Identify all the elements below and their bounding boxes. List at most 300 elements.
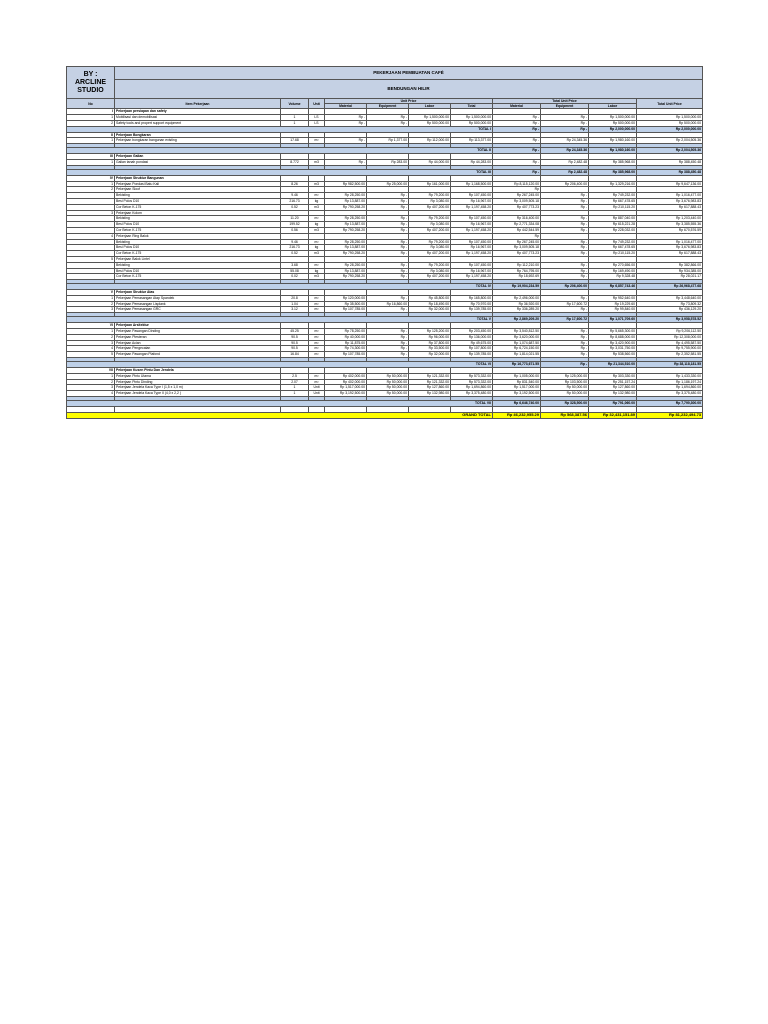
col-header-total-labor: Labor [589, 104, 637, 109]
total-unit-price: Rp 7,790,300.00 [637, 401, 703, 407]
unit-price-total: Rp 16,967.00 [451, 268, 493, 274]
total-equipment: Rp 2,482.48 [541, 159, 589, 165]
total-equipment: Rp 24,345.36 [541, 138, 589, 144]
total-unit-price: Rp 1,016,477.00 [637, 193, 703, 199]
total-material: Rp - [493, 159, 541, 165]
grand-total-row [67, 412, 703, 418]
total-labor: Rp 8,688,000.00 [589, 334, 637, 340]
unit-price-total: Rp 16,967.00 [451, 198, 493, 204]
item-name: Pekerjaan Pintu Utama [115, 373, 281, 379]
unit-price-labor: Rp 1,500,000.00 [409, 115, 451, 121]
item-name: Pekerjaan Pintu Dinding [115, 379, 281, 385]
total-equipment: Rp 17,600.72 [541, 317, 589, 323]
total-equipment: Rp 24,345.36 [541, 148, 589, 154]
total-material: Rp - [493, 169, 541, 175]
item-volume: 1 [281, 115, 309, 121]
unit-price-material: Rp 1,517,000.00 [325, 385, 367, 391]
item-unit: Unit [309, 385, 325, 391]
total-label: TOTAL IV [67, 284, 493, 290]
section-title: Pekerjaan Struktur Atas [115, 290, 281, 296]
col-header-no: No [67, 99, 115, 109]
total-unit-price: Rp 2,000,000.00 [637, 126, 703, 132]
item-number: 2 [67, 301, 115, 307]
total-labor: Rp 385,968.00 [589, 159, 637, 165]
unit-price-total: Rp 500,000.00 [451, 121, 493, 127]
total-labor: Rp 615,221.28 [589, 222, 637, 228]
col-header-total: Total [451, 104, 493, 109]
unit-price-equipment: Rp - [367, 295, 409, 301]
total-material: Rp 3,540,812.50 [493, 329, 541, 335]
total-material: Rp 3,009,505.18 [493, 245, 541, 251]
unit-price-labor: Rp 407,200.00 [409, 227, 451, 233]
total-material: Rp 2,869,209.20 [493, 317, 541, 323]
unit-price-equipment: Rp 16,860.00 [367, 301, 409, 307]
total-unit-price: Rp 73,809.32 [637, 301, 703, 307]
item-name: Pekerjaan Pemasangan Lisplank [115, 301, 281, 307]
total-equipment: Rp - [541, 262, 589, 268]
unit-price-equipment: Rp 50,000.00 [367, 391, 409, 397]
unit-price-material: Rp 28,250.00 [325, 262, 367, 268]
unit-price-total: Rp 139,785.00 [451, 307, 493, 313]
item-volume: 0.56 [281, 227, 309, 233]
section-title: Pekerjaan Kusen Pintu Dan Jendela [115, 368, 281, 374]
item-unit: m3 [309, 181, 325, 187]
item-unit: m² [309, 138, 325, 144]
total-unit-price: Rp 1,433,330.00 [637, 373, 703, 379]
total-equipment: Rp 125,000.00 [541, 373, 589, 379]
item-unit: m² [309, 307, 325, 313]
total-labor: Rp 19,229.60 [589, 301, 637, 307]
total-labor: Rp 1,500,000.00 [589, 115, 637, 121]
total-unit-price: Rp 9,647,136.00 [637, 181, 703, 187]
unit-price-material: Rp 11,875.00 [325, 340, 367, 346]
total-labor: Rp 9,328.48 [589, 274, 637, 280]
total-unit-price: Rp 9,206,112.50 [637, 329, 703, 335]
unit-price-labor: Rp 127,860.00 [409, 385, 451, 391]
total-unit-price: Rp 500,000.00 [637, 121, 703, 127]
total-unit-price: Rp 26,968,477.68 [637, 284, 703, 290]
unit-price-labor: Rp 32,000.00 [409, 352, 451, 358]
item-unit: m² [309, 193, 325, 199]
total-labor: Rp 749,232.00 [589, 193, 637, 199]
item-volume: 2.07 [281, 379, 309, 385]
unit-price-equipment: Rp 25,000.00 [367, 181, 409, 187]
unit-price-material: Rp 402,000.00 [325, 373, 367, 379]
item-name: Pekerjaan Pasangan Dinding [115, 329, 281, 335]
total-material: Rp 3,192,500.00 [493, 391, 541, 397]
total-equipment: Rp - [541, 121, 589, 127]
unit-price-equipment: Rp - [367, 340, 409, 346]
total-material: Rp 336,289.20 [493, 307, 541, 313]
total-equipment: Rp 2,482.48 [541, 169, 589, 175]
total-equipment: Rp 328,500.00 [541, 401, 589, 407]
total-unit-price: Rp 3,375,480.00 [637, 391, 703, 397]
total-label: TOTAL III [67, 169, 493, 175]
total-equipment: Rp - [541, 126, 589, 132]
item-unit: m² [309, 216, 325, 222]
unit-price-equipment: Rp - [367, 346, 409, 352]
total-labor: Rp 6,857,743.46 [589, 284, 637, 290]
item-name: Bekisting [115, 193, 281, 199]
unit-price-material: Rp 28,250.00 [325, 193, 367, 199]
total-labor: Rp 2,000,000.00 [589, 126, 637, 132]
total-unit-price: Rp 3,385,555.36 [637, 222, 703, 228]
unit-price-labor: Rp 18,490.00 [409, 301, 451, 307]
total-labor: Rp 1,329,216.00 [589, 181, 637, 187]
item-unit: m3 [309, 274, 325, 280]
item-unit: m² [309, 329, 325, 335]
total-labor: Rp 169,490.00 [589, 268, 637, 274]
item-number: 3 [67, 340, 115, 346]
col-header-item: Item Pekerjaan [115, 99, 281, 109]
unit-price-equipment: Rp - [367, 268, 409, 274]
item-unit: m² [309, 379, 325, 385]
item-unit: Unit [309, 391, 325, 397]
item-name: Pekerjaan Pondasi Batu Kali [115, 181, 281, 187]
item-volume: 8.772 [281, 159, 309, 165]
item-unit: m² [309, 301, 325, 307]
item-name: Pekerjaan Jendela Kaca Type II (4,0 x 2,2 ) [115, 391, 281, 397]
item-unit: m² [309, 262, 325, 268]
item-volume: 1 [281, 121, 309, 127]
item-name: Pekerjaan Ring Balok [115, 233, 281, 239]
col-header-unit: Unit [309, 99, 325, 109]
unit-price-total: Rp 573,332.00 [451, 373, 493, 379]
total-labor: Rp 791,060.00 [589, 401, 637, 407]
rab-spreadsheet [66, 66, 702, 419]
unit-price-material: Rp 107,785.00 [325, 352, 367, 358]
unit-price-total: Rp 70,970.00 [451, 301, 493, 307]
unit-price-labor: Rp 32,000.00 [409, 307, 451, 313]
section-number: VII [67, 368, 115, 374]
item-volume: 1.04 [281, 301, 309, 307]
item-name: Cor Beton K-175 [115, 274, 281, 280]
unit-price-equipment: Rp - [367, 245, 409, 251]
unit-price-material: Rp 78,250.00 [325, 329, 367, 335]
total-equipment: Rp - [541, 307, 589, 313]
unit-price-material: Rp 28,250.00 [325, 239, 367, 245]
unit-price-equipment: Rp - [367, 262, 409, 268]
total-unit-price: Rp 3,448,640.00 [637, 295, 703, 301]
section-title: Pekerjaan persiapan dan safety [115, 109, 281, 115]
total-unit-price: Rp 1,203,440.00 [637, 216, 703, 222]
total-material: Rp 442,544.59 [493, 227, 541, 233]
total-unit-price: Rp 2,004,505.36 [637, 138, 703, 144]
item-number: 1 [67, 115, 115, 121]
unit-price-labor: Rp 96,000.00 [409, 334, 451, 340]
total-labor: Rp 749,232.00 [589, 239, 637, 245]
unit-price-equipment: Rp - [367, 239, 409, 245]
unit-price-equipment: Rp - [367, 251, 409, 257]
item-name: Pekerjaan Acian [115, 340, 281, 346]
total-unit-price: Rp 3,676,983.83 [637, 245, 703, 251]
total-material: Rp 267,245.00 [493, 239, 541, 245]
total-material: Rp - [493, 148, 541, 154]
total-labor: Rp 3,420,900.00 [589, 340, 637, 346]
total-labor: Rp 251,157.24 [589, 379, 637, 385]
section-number: III [67, 154, 115, 160]
item-volume: 11.20 [281, 216, 309, 222]
unit-price-material: Rp 13,887.00 [325, 268, 367, 274]
item-name: Pekerjaan Pemasangan Atap Spandek [115, 295, 281, 301]
item-unit: m3 [309, 159, 325, 165]
total-material: Rp 19,904,234.59 [493, 284, 541, 290]
total-equipment: Rp - [541, 295, 589, 301]
unit-price-total: Rp 107,450.00 [451, 239, 493, 245]
total-labor: Rp 667,478.65 [589, 198, 637, 204]
total-unit-price: Rp 12,308,000.00 [637, 334, 703, 340]
col-header-total-material: Material [493, 104, 541, 109]
unit-price-material: Rp 40,000.00 [325, 334, 367, 340]
item-volume: 9.46 [281, 193, 309, 199]
unit-price-material: Rp 13,887.00 [325, 222, 367, 228]
unit-price-total: Rp 1,197,458.20 [451, 204, 493, 210]
unit-price-total: Rp 16,967.00 [451, 222, 493, 228]
total-equipment: Rp - [541, 340, 589, 346]
total-labor: Rp 132,980.00 [589, 391, 637, 397]
total-equipment: Rp - [541, 239, 589, 245]
unit-price-equipment: Rp 1,377.00 [367, 138, 409, 144]
total-label: TOTAL II [67, 148, 493, 154]
total-equipment: Rp 568,387.56 [541, 412, 589, 418]
unit-price-labor: Rp 33,500.00 [409, 346, 451, 352]
total-equipment: Rp 17,600.72 [541, 301, 589, 307]
item-name: Safety tools and propert support equipment [115, 121, 281, 127]
total-labor: Rp 667,478.65 [589, 245, 637, 251]
total-material: Rp 1,074,687.50 [493, 340, 541, 346]
item-number: 2 [67, 121, 115, 127]
unit-price-equipment: Rp - [367, 329, 409, 335]
section-title: Pekerjaan Galian [115, 154, 281, 160]
item-unit: m² [309, 340, 325, 346]
total-equipment: Rp - [541, 216, 589, 222]
item-number: 5 [67, 256, 115, 262]
total-equipment: Rp - [541, 115, 589, 121]
total-material: Rp 1,517,000.00 [493, 385, 541, 391]
total-equipment: Rp - [541, 352, 589, 358]
total-material: Rp 3,620,000.00 [493, 334, 541, 340]
col-header-total-equipment: Equipment [541, 104, 589, 109]
item-unit: m² [309, 373, 325, 379]
item-unit: m3 [309, 204, 325, 210]
item-name: Pekerjaan Plesteran [115, 334, 281, 340]
unit-price-equipment: Rp - [367, 227, 409, 233]
unit-price-total: Rp 1,197,458.20 [451, 227, 493, 233]
item-number: 1 [67, 181, 115, 187]
unit-price-material: Rp - [325, 138, 367, 144]
unit-price-labor: Rp 407,200.00 [409, 204, 451, 210]
unit-price-labor: Rp 121,332.00 [409, 373, 451, 379]
total-labor: Rp 952,640.00 [589, 295, 637, 301]
unit-price-material: Rp - [325, 121, 367, 127]
total-equipment: Rp - [541, 274, 589, 280]
total-unit-price: Rp 670,576.59 [637, 227, 703, 233]
item-volume: 8.26 [281, 181, 309, 187]
section-number: IV [67, 175, 115, 181]
unit-price-total: Rp 107,450.00 [451, 262, 493, 268]
total-unit-price: Rp 1,186,197.24 [637, 379, 703, 385]
unit-price-equipment: Rp 283.00 [367, 159, 409, 165]
item-name: Cor Beton K-175 [115, 204, 281, 210]
unit-price-material: Rp 3,192,500.00 [325, 391, 367, 397]
unit-price-material: Rp 28,250.00 [325, 216, 367, 222]
total-equipment: Rp - [541, 227, 589, 233]
item-unit: kg [309, 198, 325, 204]
unit-price-material: Rp 790,258.20 [325, 227, 367, 233]
total-equipment: Rp - [541, 193, 589, 199]
unit-price-labor: Rp 112,000.00 [409, 138, 451, 144]
item-name: Pekerjaan Pengecatan [115, 346, 281, 352]
unit-price-total: Rp 1,694,860.00 [451, 385, 493, 391]
project-title: PEKERJAAN PEMBUATAN CAFÉ [115, 67, 703, 80]
col-header-equipment: Equipment [367, 104, 409, 109]
item-number: 3 [67, 307, 115, 313]
total-unit-price: Rp 9,755,900.00 [637, 346, 703, 352]
total-labor: Rp 21,344,510.00 [589, 362, 637, 368]
item-volume: 216.73 [281, 245, 309, 251]
unit-price-total: Rp 44,283.00 [451, 159, 493, 165]
item-unit: m² [309, 239, 325, 245]
total-labor: Rp 1,980,160.00 [589, 138, 637, 144]
unit-price-material: Rp 982,500.00 [325, 181, 367, 187]
item-name: Mobilisasi dan demobilisasi [115, 115, 281, 121]
total-equipment: Rp - [541, 362, 589, 368]
unit-price-equipment: Rp - [367, 115, 409, 121]
total-material: Rp - [493, 138, 541, 144]
unit-price-material: Rp - [325, 115, 367, 121]
total-equipment: Rp - [541, 329, 589, 335]
col-header-total-unit-price: Total Unit Price [493, 99, 637, 104]
item-name: Besi Polos D10 [115, 198, 281, 204]
col-header-unit-price: Unit Price [325, 99, 493, 104]
unit-price-total: Rp 3,375,480.00 [451, 391, 493, 397]
total-material: Rp - [493, 126, 541, 132]
unit-price-total: Rp 1,168,500.00 [451, 181, 493, 187]
item-name: Pekerjaan Pasangan Plafond [115, 352, 281, 358]
item-number: 2 [67, 379, 115, 385]
total-material: Rp - [493, 121, 541, 127]
unit-price-labor: Rp 79,200.00 [409, 216, 451, 222]
total-unit-price: Rp 382,866.00 [637, 262, 703, 268]
item-name: Cor Beton K-175 [115, 251, 281, 257]
section-title: Pekerjaan Struktur Bangunan [115, 175, 281, 181]
budget-table [66, 66, 703, 419]
item-name: Cor Beton K-175 [115, 227, 281, 233]
item-unit: m3 [309, 227, 325, 233]
total-unit-price: Rp 617,888.43 [637, 251, 703, 257]
total-material: Rp 831,540.00 [493, 379, 541, 385]
total-unit-price: Rp 38,118,181.55 [637, 362, 703, 368]
total-labor: Rp 32,431,151.89 [589, 412, 637, 418]
total-material: Rp 1,814,021.55 [493, 352, 541, 358]
item-volume: 216.73 [281, 198, 309, 204]
total-label: TOTAL V [67, 317, 493, 323]
item-number: 4 [67, 391, 115, 397]
item-volume: 90.5 [281, 346, 309, 352]
item-name: Bekisting [115, 239, 281, 245]
total-equipment: Rp - [541, 334, 589, 340]
item-unit: m² [309, 346, 325, 352]
total-labor: Rp 303,330.00 [589, 373, 637, 379]
unit-price-total: Rp 1,500,000.00 [451, 115, 493, 121]
unit-price-equipment: Rp - [367, 193, 409, 199]
unit-price-material: Rp 13,887.00 [325, 245, 367, 251]
unit-price-equipment: Rp - [367, 216, 409, 222]
item-number: 1 [67, 295, 115, 301]
col-header-labor: Labor [409, 104, 451, 109]
total-labor: Rp 887,040.00 [589, 216, 637, 222]
total-material: Rp 6,646,740.00 [493, 401, 541, 407]
total-labor: Rp 127,860.00 [589, 385, 637, 391]
section-title: Pekerjaan Arsitektur [115, 323, 281, 329]
unit-price-equipment: Rp - [367, 352, 409, 358]
unit-price-total: Rp 1,197,458.20 [451, 251, 493, 257]
unit-price-material: Rp - [325, 159, 367, 165]
unit-price-material: Rp 402,000.00 [325, 379, 367, 385]
total-unit-price: Rp 1,016,477.00 [637, 239, 703, 245]
total-material: Rp 407,773.23 [493, 204, 541, 210]
total-equipment: Rp - [541, 198, 589, 204]
section-title: Pekerjaan Bongkaran [115, 132, 281, 138]
total-unit-price: Rp 4,495,587.50 [637, 340, 703, 346]
total-unit-price: Rp 617,888.43 [637, 204, 703, 210]
item-volume: 20.8 [281, 295, 309, 301]
item-number: 2 [67, 187, 115, 193]
unit-price-total: Rp 16,967.00 [451, 245, 493, 251]
item-volume: 3.12 [281, 307, 309, 313]
unit-price-total: Rp 49,675.00 [451, 340, 493, 346]
total-labor: Rp 270,656.00 [589, 262, 637, 268]
item-volume: 1 [281, 391, 309, 397]
item-volume: 90.5 [281, 340, 309, 346]
total-material: Rp 764,795.00 [493, 268, 541, 274]
unit-price-total: Rp 136,000.00 [451, 334, 493, 340]
total-material: Rp 8,115,120.00 [493, 181, 541, 187]
item-name: Pekerjaan Balok Lintel [115, 256, 281, 262]
item-unit: LS [309, 121, 325, 127]
total-equipment: Rp 103,500.00 [541, 379, 589, 385]
total-material: Rp 112,210.00 [493, 262, 541, 268]
unit-price-labor: Rp 121,332.00 [409, 379, 451, 385]
item-volume: 45.25 [281, 329, 309, 335]
company-brand: BY : ARCLINE STUDIO [67, 67, 115, 99]
item-name: Pekerjaan Sloof [115, 187, 281, 193]
item-unit: m² [309, 295, 325, 301]
total-unit-price: Rp 388,450.48 [637, 159, 703, 165]
total-unit-price: Rp 28,021.17 [637, 274, 703, 280]
item-number: 1 [67, 138, 115, 144]
unit-price-labor: Rp 3,080.00 [409, 198, 451, 204]
col-header-volume: Volume [281, 99, 309, 109]
unit-price-equipment: Rp - [367, 274, 409, 280]
unit-price-total: Rp 107,800.00 [451, 346, 493, 352]
total-material: Rp 46,232,955.29 [493, 412, 541, 418]
total-material: Rp 3,009,505.18 [493, 198, 541, 204]
unit-price-equipment: Rp 50,000.00 [367, 379, 409, 385]
unit-price-labor: Rp 79,200.00 [409, 262, 451, 268]
item-unit: m3 [309, 251, 325, 257]
unit-price-material: Rp 790,258.20 [325, 251, 367, 257]
total-labor: Rp 5,665,300.00 [589, 329, 637, 335]
item-name: Besi Polos D10 [115, 245, 281, 251]
project-location: BENDUNGAN HILIR [115, 80, 703, 99]
item-volume: 0.02 [281, 274, 309, 280]
total-equipment: Rp 206,400.00 [541, 181, 589, 187]
total-unit-price: Rp 1,500,000.00 [637, 115, 703, 121]
item-volume: 0.52 [281, 251, 309, 257]
item-unit: m² [309, 334, 325, 340]
total-labor: Rp 228,032.00 [589, 227, 637, 233]
